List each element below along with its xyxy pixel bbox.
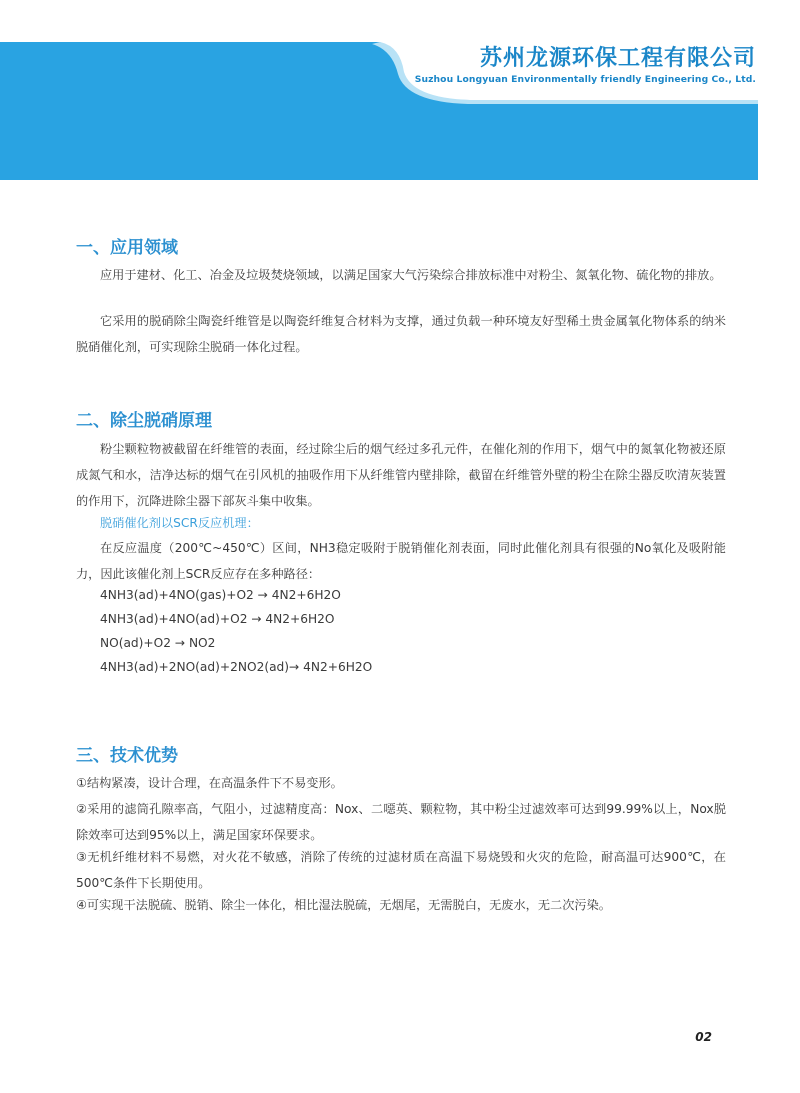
reaction-equation: 4NH3(ad)+4NO(ad)+O2 → 4N2+6H2O — [100, 612, 335, 626]
reaction-equation: 4NH3(ad)+4NO(gas)+O2 → 4N2+6H2O — [100, 588, 341, 602]
advantage-item-3: ③无机纤维材料不易燃，对火花不敏感，消除了传统的过滤材质在高温下易烧毁和火灾的危险，耐高温可达900℃，在500℃条件下长期使用。 — [76, 850, 726, 890]
header-graphic — [0, 0, 758, 180]
section-2-title: 二、除尘脱硝原理 — [76, 411, 212, 431]
advantage-item-4: ④可实现干法脱硫、脱销、除尘一体化，相比湿法脱硫，无烟尾，无需脱白，无废水，无二次污染。 — [76, 898, 611, 912]
section-2-paragraph-1: 粉尘颗粒物被截留在纤维管的表面，经过除尘后的烟气经过多孔元件，在催化剂的作用下，烟气中的氮氧化物被还原成氮气和水，洁净达标的烟气在引风机的抽吸作用下从纤维管内壁排除，截留在纤维管外壁的粉尘在除尘器反吹清灰装置的作用下，沉降进除尘器下部灰斗集中收集。 — [76, 442, 726, 508]
advantage-item-2: ②采用的滤筒孔隙率高，气阻小，过滤精度高：Nox、二噁英、颗粒物，其中粉尘过滤效率可达到99.99%以上，Nox脱除效率可达到95%以上，满足国家环保要求。 — [76, 802, 726, 842]
section-1-paragraph-2: 它采用的脱硝除尘陶瓷纤维管是以陶瓷纤维复合材料为支撑，通过负载一种环境友好型稀土贵金属氧化物体系的纳米脱硝催化剂，可实现除尘脱硝一体化过程。 — [76, 314, 726, 354]
advantage-item-1: ①结构紧凑，设计合理，在高温条件下不易变形。 — [76, 776, 343, 790]
section-3-title: 三、技术优势 — [76, 746, 178, 766]
section-1-title: 一、应用领域 — [76, 238, 178, 258]
header-banner — [0, 0, 758, 180]
page-number: 02 — [695, 1030, 712, 1044]
section-2-paragraph-2: 在反应温度（200℃~450℃）区间，NH3稳定吸附于脱销催化剂表面，同时此催化剂具有很强的No氧化及吸附能力，因此该催化剂上SCR反应存在多种路径： — [76, 541, 726, 581]
reaction-equation: NO(ad)+O2 → NO2 — [100, 636, 216, 650]
reaction-equation: 4NH3(ad)+2NO(ad)+2NO2(ad)→ 4N2+6H2O — [100, 660, 373, 674]
section-1-paragraph-1: 应用于建材、化工、冶金及垃圾焚烧领域，以满足国家大气污染综合排放标准中对粉尘、氮氧化物、硫化物的排放。 — [100, 268, 722, 282]
company-brand — [415, 45, 756, 86]
section-2-subtitle: 脱硝催化剂以SCR反应机理： — [100, 516, 259, 530]
company-name-cn: 苏州龙源环保工程有限公司 — [479, 46, 756, 71]
company-name-en: Suzhou Longyuan Environmentally friendly Engineering Co., Ltd. — [414, 74, 756, 85]
